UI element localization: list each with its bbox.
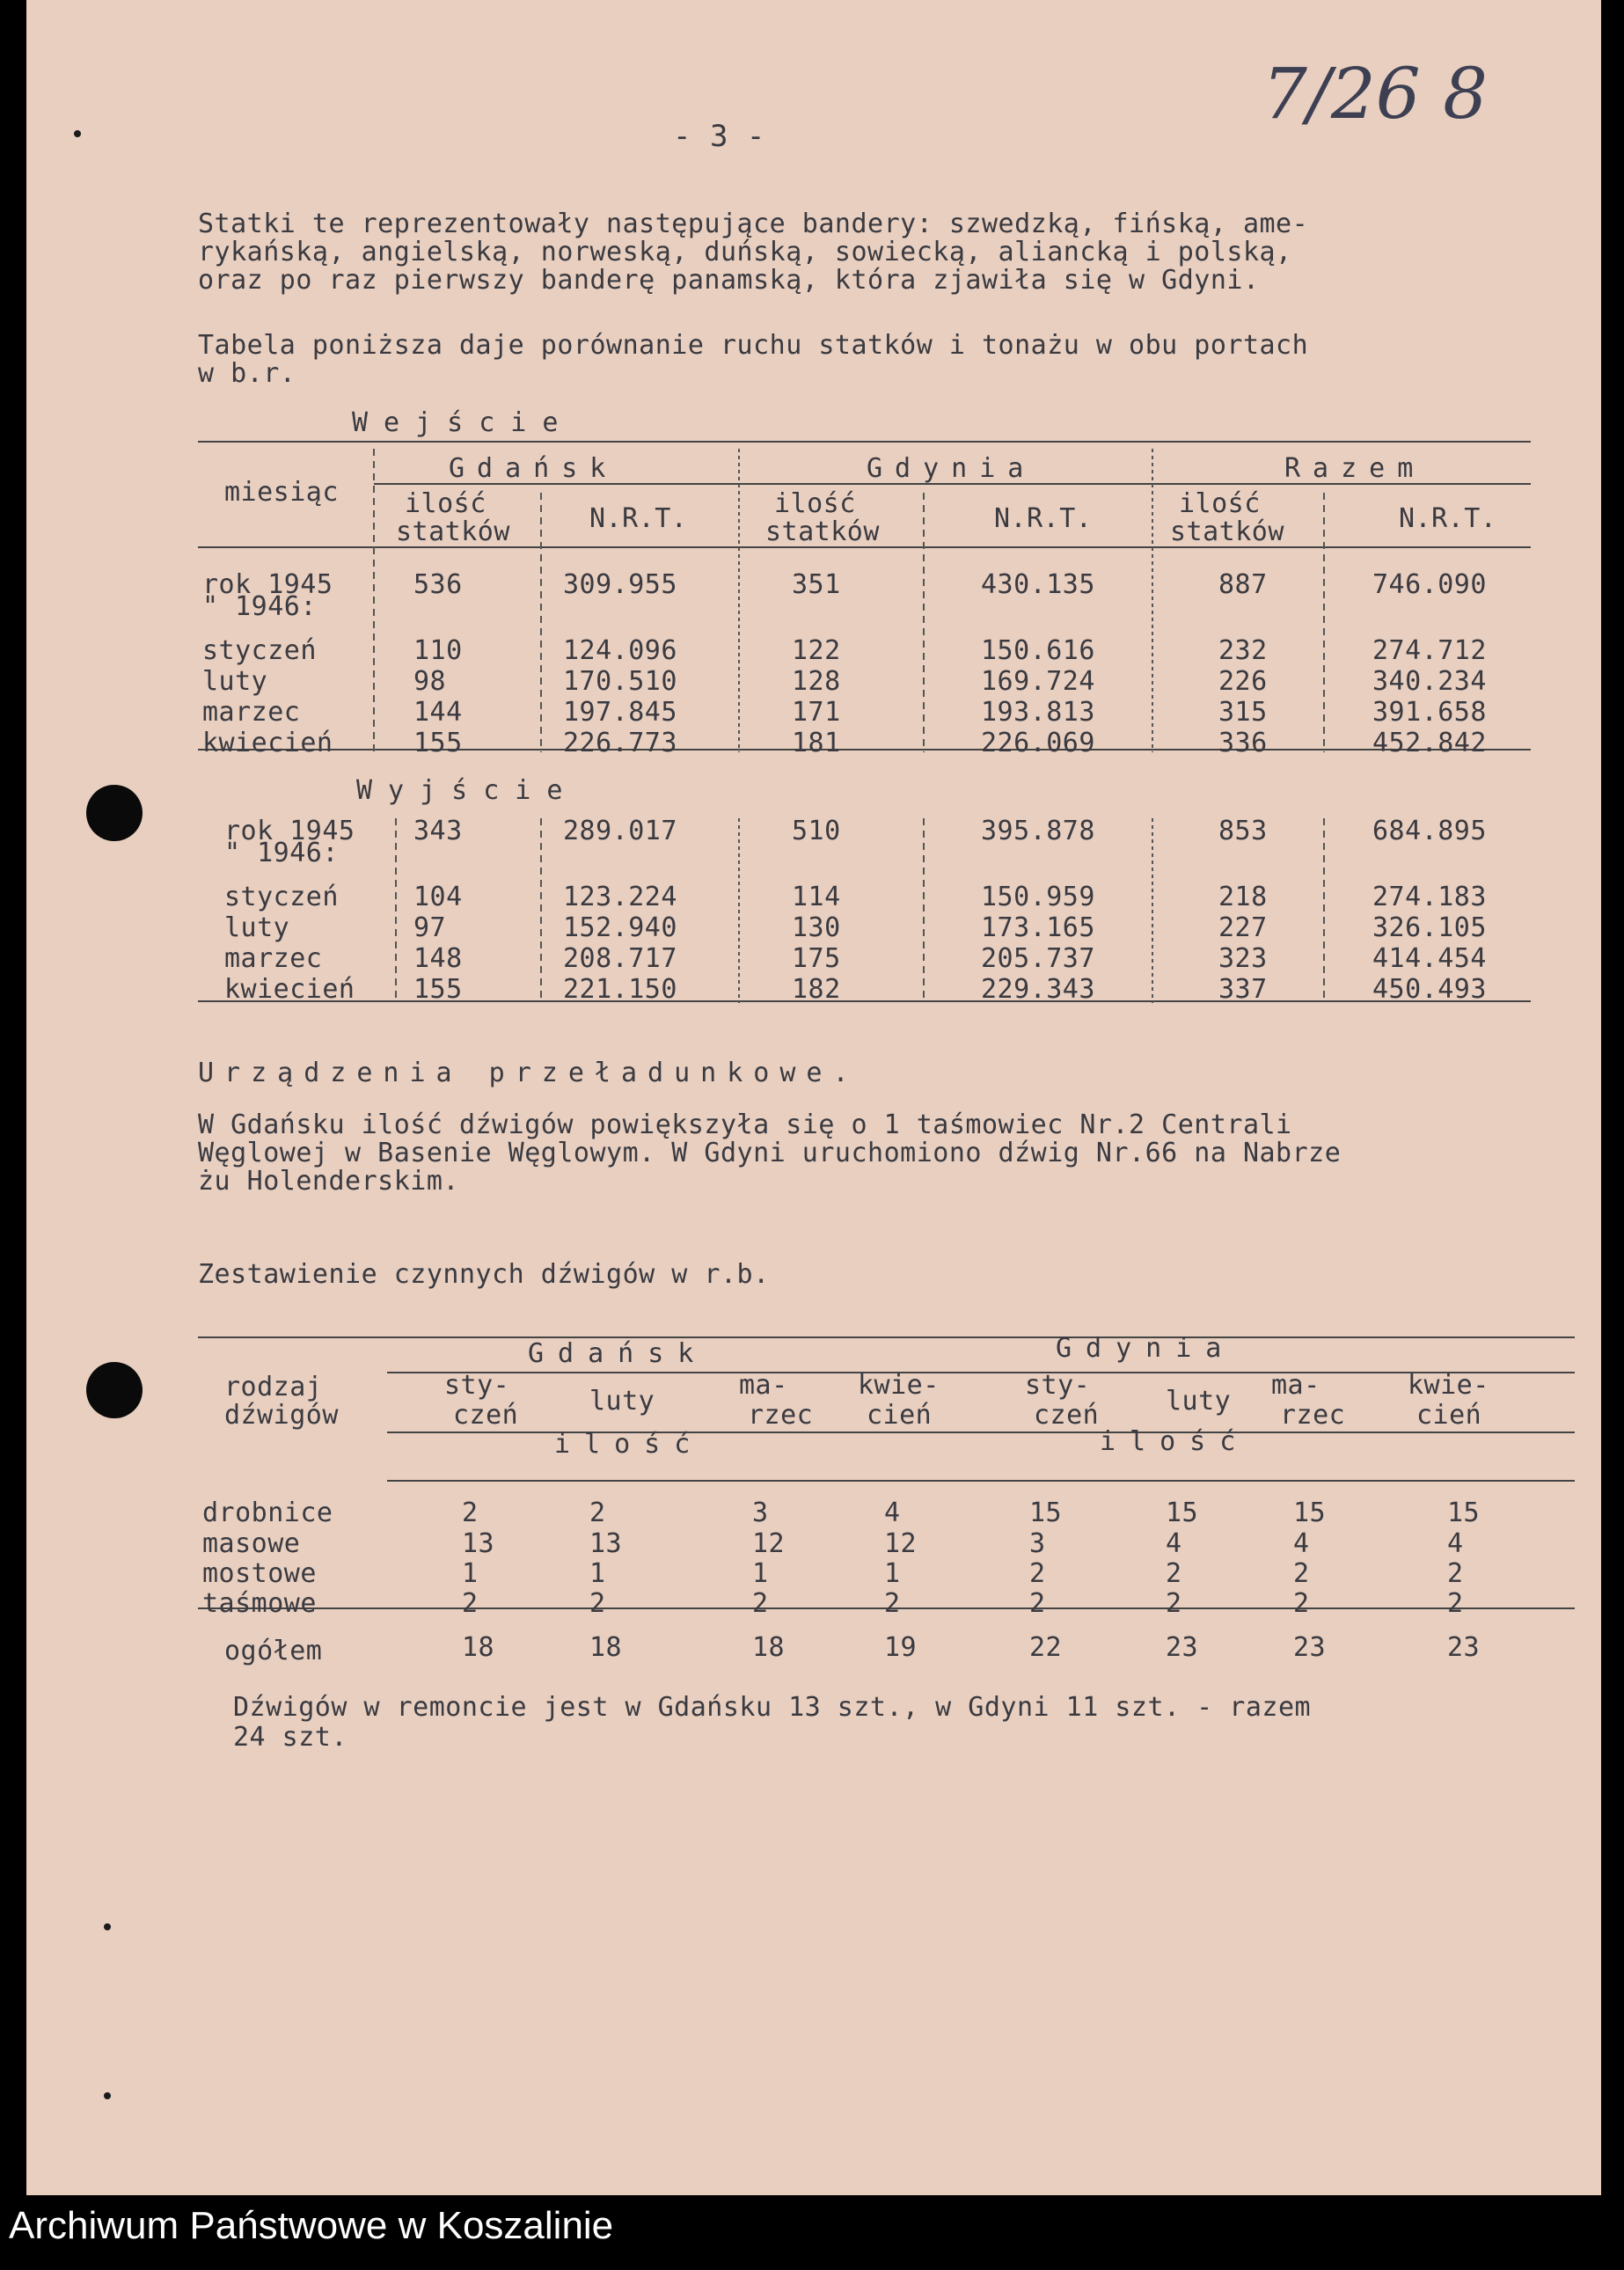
- ship-row-label: styczeń: [202, 635, 317, 666]
- ship-cell: 684.895: [1372, 816, 1487, 846]
- ship-cell: 170.510: [563, 666, 677, 697]
- ship-row-label: rok 1945: [202, 569, 333, 600]
- ship-cell: 343: [413, 816, 463, 846]
- ship-cell: 274.183: [1372, 882, 1487, 912]
- ship-cell: 218: [1218, 882, 1268, 912]
- ship-subheader: statków: [396, 516, 510, 547]
- crane-cell: 12: [752, 1528, 786, 1559]
- ship-cell: 326.105: [1372, 912, 1487, 943]
- ship-cell: 104: [413, 882, 463, 912]
- ship-cell: 274.712: [1372, 635, 1487, 666]
- ship-subheader: N.R.T.: [1399, 503, 1497, 534]
- ship-cell: 510: [792, 816, 841, 846]
- archive-signature: [1262, 53, 1488, 135]
- ship-cell: 226.773: [563, 728, 677, 758]
- ship-row-label: marzec: [202, 697, 301, 728]
- ship-subheader: statków: [1170, 516, 1284, 547]
- ship-cell: 169.724: [981, 666, 1095, 697]
- ship-cell: 336: [1218, 728, 1268, 758]
- crane-cell: 15: [1293, 1497, 1327, 1528]
- crane-total-cell: 18: [752, 1632, 786, 1663]
- intro-line: Statki te reprezentowały następujące bandery: szwedzką, fińską, ame-: [198, 209, 1309, 239]
- crane-cell: 2: [589, 1497, 606, 1528]
- ship-cell: 227: [1218, 912, 1268, 943]
- ship-cell: 221.150: [563, 974, 677, 1005]
- crane-count-label-gdynia: ilość: [1100, 1426, 1250, 1457]
- ship-cell: 340.234: [1372, 666, 1487, 697]
- ship-cell: 124.096: [563, 635, 677, 666]
- crane-type-header: rodzaj: [224, 1372, 323, 1402]
- crane-cell: 1: [884, 1558, 901, 1589]
- crane-cell: 2: [884, 1588, 901, 1619]
- ship-cell: 130: [792, 912, 841, 943]
- intro-line: oraz po raz pierwszy banderę panamską, która zjawiła się w Gdyni.: [198, 265, 1260, 296]
- page-number: - 3 -: [673, 119, 765, 154]
- crane-cell: 4: [884, 1497, 901, 1528]
- ship-cell: 452.842: [1372, 728, 1487, 758]
- crane-month-header: czeń: [453, 1400, 519, 1431]
- ship-cell: 152.940: [563, 912, 677, 943]
- crane-cell: 2: [1029, 1588, 1046, 1619]
- ship-row-label: kwiecień: [202, 728, 333, 758]
- crane-cell: 4: [1447, 1528, 1464, 1559]
- ship-cell: 232: [1218, 635, 1268, 666]
- section-title-exit: Wyjście: [356, 775, 579, 806]
- table-intro-line: w b.r.: [198, 358, 296, 389]
- crane-cell: 3: [1029, 1528, 1046, 1559]
- equipment-line: W Gdańsku ilość dźwigów powiększyła się o 1 taśmowiec Nr.2 Centrali: [198, 1109, 1292, 1140]
- ship-cell: 226.069: [981, 728, 1095, 758]
- crane-month-header: rzec: [748, 1400, 814, 1431]
- ship-subheader: N.R.T.: [994, 503, 1093, 534]
- crane-port-gdansk: Gdańsk: [528, 1338, 708, 1369]
- ship-cell: 122: [792, 635, 841, 666]
- ship-cell: 148: [413, 943, 463, 974]
- ship-subheader: ilość: [405, 488, 486, 519]
- crane-total-cell: 19: [884, 1632, 918, 1663]
- intro-line: rykańską, angielską, norweską, duńską, sowiecką, aliancką i polską,: [198, 237, 1292, 267]
- crane-month-header: ma-: [739, 1370, 788, 1401]
- ship-row-label: luty: [202, 666, 268, 697]
- crane-month-header: cień: [1416, 1400, 1482, 1431]
- ship-cell: 208.717: [563, 943, 677, 974]
- repair-line: Dźwigów w remoncie jest w Gdańsku 13 szt., w Gdyni 11 szt. - razem: [233, 1692, 1312, 1723]
- crane-cell: 13: [589, 1528, 623, 1559]
- crane-row-label: drobnice: [202, 1497, 333, 1528]
- month-column-header: miesiąc: [224, 477, 339, 508]
- crane-cell: 2: [462, 1588, 479, 1619]
- ship-cell: 123.224: [563, 882, 677, 912]
- ship-cell: 128: [792, 666, 841, 697]
- ship-cell: 114: [792, 882, 841, 912]
- ship-cell: 229.343: [981, 974, 1095, 1005]
- ship-cell: 150.959: [981, 882, 1095, 912]
- ship-subheader: ilość: [1179, 488, 1261, 519]
- crane-total-cell: 22: [1029, 1632, 1063, 1663]
- ship-cell: 182: [792, 974, 841, 1005]
- ship-cell: 181: [792, 728, 841, 758]
- port-header-razem: Razem: [1284, 453, 1426, 484]
- crane-month-header: czeń: [1034, 1400, 1100, 1431]
- crane-cell: 2: [1293, 1558, 1310, 1589]
- crane-type-header: dźwigów: [224, 1400, 339, 1431]
- section-heading-equipment: Urządzenia przeładunkowe.: [198, 1058, 860, 1088]
- crane-cell: 2: [1447, 1588, 1464, 1619]
- crane-cell: 15: [1029, 1497, 1063, 1528]
- crane-port-gdynia: Gdynia: [1056, 1333, 1236, 1364]
- ship-row-label: rok 1945: [224, 816, 355, 846]
- ship-subheader: ilość: [774, 488, 856, 519]
- ship-cell: 98: [413, 666, 447, 697]
- crane-cell: 15: [1447, 1497, 1481, 1528]
- ship-cell: 315: [1218, 697, 1268, 728]
- crane-cell: 2: [1166, 1588, 1182, 1619]
- archive-footer: Archiwum Państwowe w Koszalinie: [9, 2204, 614, 2247]
- crane-total-cell: 18: [589, 1632, 623, 1663]
- crane-cell: 4: [1293, 1528, 1310, 1559]
- margin-dot: [104, 2092, 111, 2099]
- ship-cell: 309.955: [563, 569, 677, 600]
- section-title-entry: Wejście: [352, 407, 574, 438]
- ship-cell: 414.454: [1372, 943, 1487, 974]
- crane-total-cell: 23: [1447, 1632, 1481, 1663]
- handwritten-mark: 7/26 8: [1262, 53, 1488, 135]
- ship-cell: 155: [413, 728, 463, 758]
- ship-cell: 450.493: [1372, 974, 1487, 1005]
- crane-row-label: mostowe: [202, 1558, 317, 1589]
- ship-cell: 173.165: [981, 912, 1095, 943]
- crane-month-header: luty: [1166, 1386, 1232, 1417]
- ship-cell: 171: [792, 697, 841, 728]
- crane-month-header: luty: [589, 1386, 655, 1417]
- crane-row-label: masowe: [202, 1528, 301, 1559]
- crane-cell: 2: [1447, 1558, 1464, 1589]
- crane-cell: 1: [462, 1558, 479, 1589]
- ship-cell: 150.616: [981, 635, 1095, 666]
- crane-month-header: cień: [867, 1400, 933, 1431]
- ship-cell: 97: [413, 912, 447, 943]
- ship-cell: 226: [1218, 666, 1268, 697]
- ship-cell: 887: [1218, 569, 1268, 600]
- ship-row-label: luty: [224, 912, 290, 943]
- ship-row-label: " 1946:: [202, 591, 317, 622]
- ship-cell: 391.658: [1372, 697, 1487, 728]
- ship-row-label: styczeń: [224, 882, 339, 912]
- ship-cell: 536: [413, 569, 463, 600]
- port-header-gdynia: Gdynia: [867, 453, 1036, 484]
- ship-cell: 430.135: [981, 569, 1095, 600]
- ship-subheader: N.R.T.: [589, 503, 688, 534]
- ship-cell: 155: [413, 974, 463, 1005]
- ship-subheader: statków: [765, 516, 880, 547]
- crane-month-header: ma-: [1271, 1370, 1320, 1401]
- ship-cell: 197.845: [563, 697, 677, 728]
- ship-row-label: kwiecień: [224, 974, 355, 1005]
- crane-count-label-gdansk: ilość: [554, 1429, 705, 1460]
- crane-month-header: rzec: [1280, 1400, 1346, 1431]
- equipment-line: żu Holenderskim.: [198, 1166, 459, 1197]
- ship-cell: 395.878: [981, 816, 1095, 846]
- margin-dot: [104, 1923, 111, 1930]
- ship-cell: 175: [792, 943, 841, 974]
- crane-month-header: sty-: [444, 1370, 510, 1401]
- crane-month-header: kwie-: [858, 1370, 940, 1401]
- ship-cell: 289.017: [563, 816, 677, 846]
- ship-cell: 746.090: [1372, 569, 1487, 600]
- crane-cell: 2: [1029, 1558, 1046, 1589]
- crane-cell: 4: [1166, 1528, 1182, 1559]
- ship-row-label: " 1946:: [224, 838, 339, 868]
- crane-cell: 2: [1293, 1588, 1310, 1619]
- crane-row-label: taśmowe: [202, 1588, 317, 1619]
- crane-month-header: sty-: [1025, 1370, 1091, 1401]
- crane-cell: 2: [589, 1588, 606, 1619]
- ship-row-label: marzec: [224, 943, 323, 974]
- crane-cell: 2: [752, 1588, 769, 1619]
- crane-cell: 1: [589, 1558, 606, 1589]
- document-page: [26, 0, 1601, 2195]
- crane-cell: 13: [462, 1528, 495, 1559]
- crane-total-label: ogółem: [224, 1636, 323, 1666]
- ship-cell: 853: [1218, 816, 1268, 846]
- ship-cell: 337: [1218, 974, 1268, 1005]
- ship-cell: 205.737: [981, 943, 1095, 974]
- crane-intro: Zestawienie czynnych dźwigów w r.b.: [198, 1259, 770, 1290]
- ship-cell: 351: [792, 569, 841, 600]
- repair-line: 24 szt.: [233, 1722, 347, 1753]
- crane-cell: 1: [752, 1558, 769, 1589]
- margin-dot: [74, 130, 81, 137]
- ship-cell: 323: [1218, 943, 1268, 974]
- crane-cell: 2: [462, 1497, 479, 1528]
- crane-cell: 15: [1166, 1497, 1199, 1528]
- ship-cell: 193.813: [981, 697, 1095, 728]
- crane-total-cell: 23: [1166, 1632, 1199, 1663]
- crane-cell: 3: [752, 1497, 769, 1528]
- crane-cell: 12: [884, 1528, 918, 1559]
- equipment-line: Węglowej w Basenie Węglowym. W Gdyni uruchomiono dźwig Nr.66 na Nabrze: [198, 1138, 1342, 1168]
- crane-month-header: kwie-: [1408, 1370, 1489, 1401]
- port-header-gdansk: Gdańsk: [449, 453, 618, 484]
- crane-total-cell: 23: [1293, 1632, 1327, 1663]
- table-intro-line: Tabela poniższa daje porównanie ruchu statków i tonażu w obu portach: [198, 330, 1309, 361]
- ship-cell: 110: [413, 635, 463, 666]
- ship-cell: 144: [413, 697, 463, 728]
- crane-cell: 2: [1166, 1558, 1182, 1589]
- crane-total-cell: 18: [462, 1632, 495, 1663]
